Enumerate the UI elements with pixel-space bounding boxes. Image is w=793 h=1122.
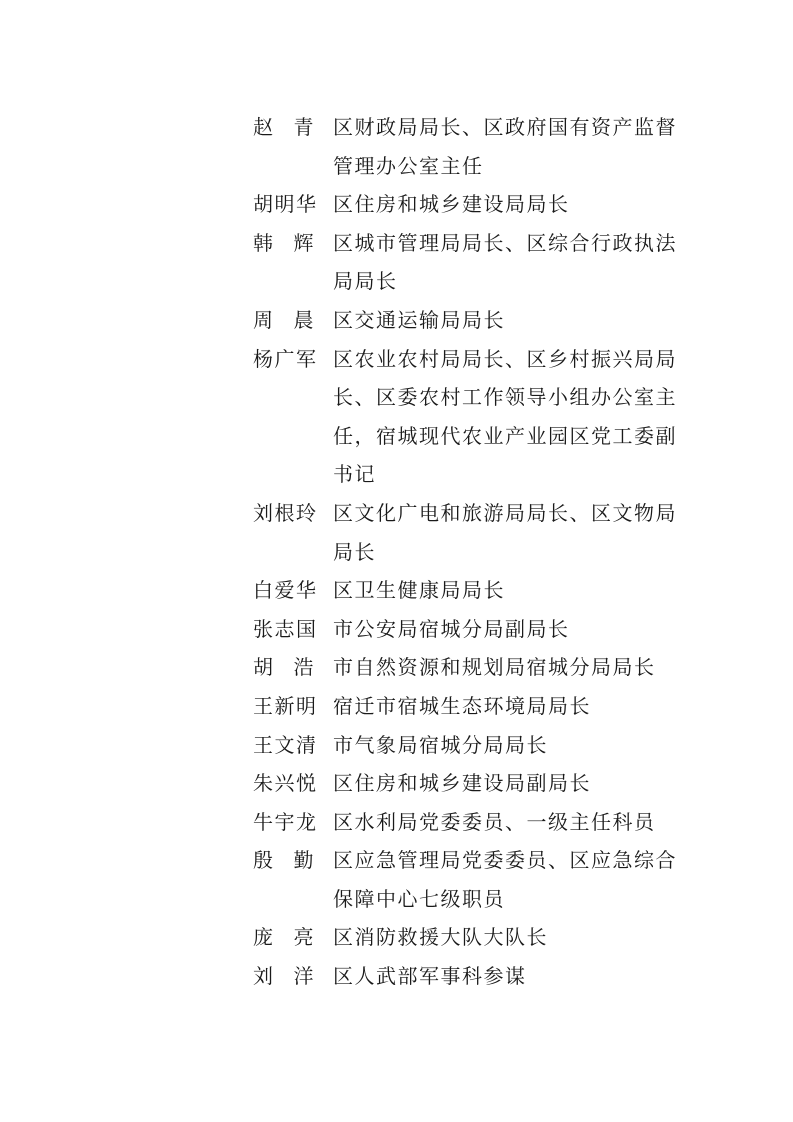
- member-name-char: 赵: [253, 115, 275, 139]
- list-item: [253, 726, 683, 765]
- list-item: [253, 957, 683, 996]
- member-name-char: 亮: [293, 925, 315, 950]
- member-name: [253, 224, 333, 263]
- member-title: 宿迁市宿城生态环境局局长: [333, 693, 591, 718]
- member-name: 朱兴悦: [253, 771, 318, 796]
- member-name-char: 浩: [293, 655, 315, 680]
- member-name: [253, 841, 333, 880]
- member-name: [253, 918, 333, 957]
- list-item: [253, 301, 683, 340]
- member-name: 张志国: [253, 616, 318, 641]
- member-list: [253, 108, 683, 996]
- list-item: [253, 108, 683, 185]
- member-name-char: 辉: [293, 230, 315, 255]
- member-name: 王新明: [253, 693, 318, 718]
- member-name: [253, 957, 333, 996]
- member-title: 区财政局局长、区政府国有资产监督管理办公室主任: [333, 115, 677, 178]
- member-title: 市公安局宿城分局副局长: [333, 616, 570, 641]
- member-title: 区农业农村局局长、区乡村振兴局局长、区委农村工作领导小组办公室主任，宿城现代农业产业园区党工委副书记: [333, 346, 677, 487]
- member-title: 区消防救援大队大队长: [333, 925, 548, 950]
- list-item: [253, 803, 683, 842]
- list-item: [253, 571, 683, 610]
- list-item: [253, 340, 683, 494]
- member-name: 杨广军: [253, 346, 318, 371]
- list-item: [253, 648, 683, 687]
- member-title: 区人武部军事科参谋: [333, 964, 527, 989]
- member-title: 市自然资源和规划局宿城分局局长: [333, 655, 656, 680]
- member-title: 区水利局党委委员、一级主任科员: [333, 809, 656, 834]
- member-name-char: 青: [293, 115, 315, 139]
- list-item: [253, 185, 683, 224]
- member-name-char: 殷: [253, 848, 275, 873]
- member-name-char: 刘: [253, 964, 275, 989]
- member-name: [253, 108, 333, 147]
- member-title: 区交通运输局局长: [333, 307, 505, 332]
- member-name-char: 周: [253, 307, 275, 332]
- member-title: 区城市管理局局长、区综合行政执法局局长: [333, 230, 677, 294]
- member-name-char: 洋: [293, 964, 315, 989]
- member-name: 刘根玲: [253, 500, 318, 525]
- member-name: 王文清: [253, 732, 318, 757]
- member-name: 胡明华: [253, 192, 318, 217]
- member-name: [253, 301, 333, 340]
- list-item: [253, 610, 683, 649]
- member-name-char: 勤: [293, 848, 315, 873]
- member-title: 区住房和城乡建设局局长: [333, 192, 570, 217]
- member-name: 牛宇龙: [253, 809, 318, 834]
- list-item: [253, 494, 683, 571]
- member-title: 市气象局宿城分局局长: [333, 732, 548, 757]
- member-name-char: 庞: [253, 925, 275, 950]
- member-title: 区住房和城乡建设局副局长: [333, 771, 591, 796]
- list-item: [253, 224, 683, 301]
- member-name-char: 晨: [293, 307, 315, 332]
- member-name: 白爱华: [253, 578, 318, 603]
- list-item: [253, 918, 683, 957]
- member-title: 区卫生健康局局长: [333, 578, 505, 603]
- list-item: [253, 764, 683, 803]
- member-name: [253, 648, 333, 687]
- member-title: 区文化广电和旅游局局长、区文物局局长: [333, 500, 677, 564]
- member-title: 区应急管理局党委委员、区应急综合保障中心七级职员: [333, 848, 677, 911]
- member-name-char: 胡: [253, 655, 275, 680]
- member-name-char: 韩: [253, 230, 275, 255]
- list-item: [253, 841, 683, 918]
- list-item: [253, 687, 683, 726]
